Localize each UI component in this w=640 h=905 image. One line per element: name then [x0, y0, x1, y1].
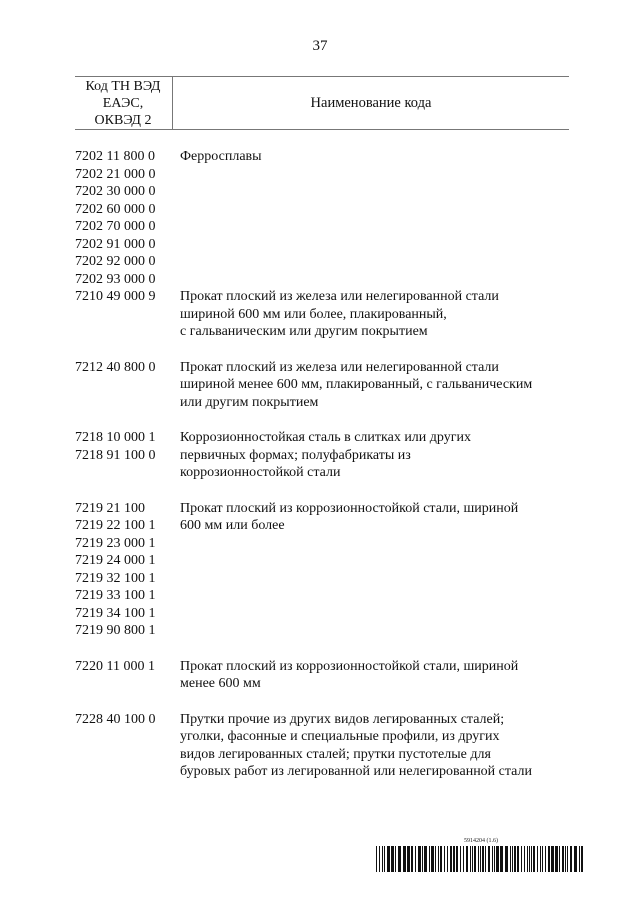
- barcode-bar: [488, 846, 490, 872]
- barcode-bar: [407, 846, 410, 872]
- barcode-bar: [581, 846, 583, 872]
- code-value: 7219 33 100 1: [75, 588, 156, 603]
- barcode-bar: [387, 846, 390, 872]
- barcode-bar: [548, 846, 550, 872]
- barcode-bar: [551, 846, 554, 872]
- barcode-bar: [463, 846, 464, 872]
- description-cell: [180, 429, 575, 482]
- barcode-bar: [440, 846, 442, 872]
- barcode-bar: [567, 846, 568, 872]
- barcode-image: [376, 846, 584, 872]
- barcode-bar: [512, 846, 513, 872]
- barcode-bar: [422, 846, 423, 872]
- barcode-bar: [514, 846, 516, 872]
- description-line: Прокат плоский из железа или нелегированной стали: [180, 359, 499, 375]
- barcode-bar: [474, 846, 476, 872]
- code-value: 7202 11 800 0: [75, 149, 155, 164]
- barcode-bar: [391, 846, 394, 872]
- barcode-bar: [398, 846, 401, 872]
- page-number: 37: [312, 38, 328, 54]
- barcode-bar: [565, 846, 566, 872]
- description-line: шириной менее 600 мм, плакированный, с гальваническим: [180, 377, 533, 392]
- barcode-bar: [537, 846, 538, 872]
- table-row: [75, 658, 575, 693]
- code-value: 7220 11 000 1: [75, 658, 155, 674]
- description-line: уголки, фасонные и специальные профили, из других: [180, 729, 500, 744]
- barcode-bar: [472, 846, 473, 872]
- barcode-bar: [562, 846, 564, 872]
- table-row: [75, 359, 575, 412]
- code-value: 7219 32 100 1: [75, 570, 156, 586]
- name-column-header: Наименование кода: [310, 94, 432, 111]
- code-table-body: [75, 148, 575, 799]
- barcode-bar: [438, 846, 439, 872]
- barcode-bar: [570, 846, 572, 872]
- code-column-header-line: Код ТН ВЭД: [85, 79, 161, 94]
- table-row: [75, 148, 575, 288]
- description-line: Коррозионностойкая сталь в слитках или других: [180, 430, 471, 445]
- barcode-bar: [531, 846, 532, 872]
- code-value: 7228 40 100 0: [75, 711, 156, 727]
- description-line: коррозионностойкой стали: [180, 465, 341, 480]
- code-cell: [75, 429, 180, 482]
- description-cell: [180, 711, 575, 781]
- barcode-bar: [456, 846, 458, 872]
- barcode-bar: [470, 846, 471, 872]
- code-value: 7202 30 000 0: [75, 184, 156, 199]
- description-line: Прокат плоский из коррозионностойкой стали, шириной: [180, 658, 519, 674]
- barcode-bar: [494, 846, 495, 872]
- barcode-bar: [403, 846, 406, 872]
- barcode-caption: 5914204 (1.6): [464, 838, 498, 844]
- description-line: менее 600 мм: [180, 676, 261, 691]
- barcode-bar: [540, 846, 541, 872]
- description-cell: [180, 148, 575, 288]
- description-line: Прутки прочие из других видов легированных сталей;: [180, 711, 505, 727]
- barcode-bar: [485, 846, 486, 872]
- barcode-bar: [555, 846, 558, 872]
- table-top-rule: [75, 76, 569, 77]
- code-cell: [75, 500, 180, 640]
- code-value: 7202 70 000 0: [75, 219, 156, 234]
- barcode-bar: [521, 846, 522, 872]
- barcode-bar: [418, 846, 421, 872]
- barcode-bar: [411, 846, 413, 872]
- code-value: 7219 90 800 1: [75, 623, 156, 638]
- barcode-bar: [482, 846, 484, 872]
- barcode-bar: [382, 846, 383, 872]
- code-value: 7219 23 000 1: [75, 535, 156, 551]
- code-value: 7219 22 100 1: [75, 518, 156, 533]
- table-row: [75, 288, 575, 341]
- barcode-bar: [574, 846, 577, 872]
- barcode-bar: [478, 846, 479, 872]
- barcode-bar: [480, 846, 481, 872]
- barcode-bar: [517, 846, 519, 872]
- barcode-bar: [496, 846, 499, 872]
- barcode-bar: [529, 846, 530, 872]
- description-line: шириной 600 мм или более, плакированный,: [180, 306, 447, 322]
- code-column-header-line: ЕАЭС,: [102, 96, 144, 111]
- barcode-bar: [545, 846, 546, 872]
- barcode-bar: [376, 846, 377, 872]
- code-value: 7202 60 000 0: [75, 201, 156, 217]
- barcode-bar: [460, 846, 461, 872]
- code-value: 7202 93 000 0: [75, 271, 156, 287]
- code-cell: [75, 148, 180, 288]
- barcode-bar: [524, 846, 525, 872]
- barcode-bar: [527, 846, 528, 872]
- barcode-bar: [500, 846, 503, 872]
- table-row: [75, 429, 575, 482]
- code-value: 7218 10 000 1: [75, 430, 156, 445]
- code-column-header-line: ОКВЭД 2: [94, 113, 152, 128]
- description-cell: [180, 500, 575, 640]
- barcode-bar: [505, 846, 508, 872]
- barcode-bar: [559, 846, 560, 872]
- description-line: или другим покрытием: [180, 394, 319, 410]
- code-value: 7202 91 000 0: [75, 236, 156, 252]
- barcode-bar: [379, 846, 380, 872]
- description-line: Ферросплавы: [180, 149, 262, 164]
- barcode-bar: [447, 846, 448, 872]
- code-value: 7210 49 000 9: [75, 289, 156, 304]
- description-cell: [180, 658, 575, 693]
- table-row: [75, 711, 575, 781]
- barcode-bar: [450, 846, 452, 872]
- description-line: буровых работ из легированной или нелегированной стали: [180, 764, 532, 779]
- barcode-bar: [466, 846, 468, 872]
- code-cell: [75, 658, 180, 693]
- description-line: с гальваническим или другим покрытием: [180, 324, 428, 339]
- code-cell: [75, 288, 180, 341]
- code-cell: [75, 359, 180, 412]
- table-header-bottom-rule: [75, 129, 569, 130]
- barcode-bar: [453, 846, 455, 872]
- barcode-bar: [492, 846, 493, 872]
- table-row: [75, 500, 575, 640]
- description-cell: [180, 288, 575, 341]
- code-value: 7218 91 100 0: [75, 447, 156, 463]
- code-value: 7219 24 000 1: [75, 553, 156, 568]
- description-line: первичных формах; полуфабрикаты из: [180, 447, 411, 463]
- barcode-bar: [444, 846, 445, 872]
- barcode-bar: [384, 846, 385, 872]
- description-line: видов легированных сталей; прутки пустотелые для: [180, 746, 491, 762]
- code-value: 7219 21 100: [75, 500, 145, 516]
- description-cell: [180, 359, 575, 412]
- barcode-bar: [429, 846, 430, 872]
- description-line: Прокат плоский из коррозионностойкой стали, шириной: [180, 500, 519, 516]
- description-line: 600 мм или более: [180, 518, 285, 533]
- code-column-header: [75, 78, 171, 129]
- barcode-bar: [424, 846, 427, 872]
- code-cell: [75, 711, 180, 781]
- barcode-bar: [431, 846, 434, 872]
- barcode-block: [376, 838, 586, 872]
- barcode-bar: [435, 846, 436, 872]
- barcode-bar: [542, 846, 543, 872]
- code-value: 7202 92 000 0: [75, 254, 156, 269]
- description-line: Прокат плоский из железа или нелегированной стали: [180, 289, 499, 304]
- barcode-bar: [395, 846, 396, 872]
- code-value: 7202 21 000 0: [75, 166, 156, 182]
- barcode-bar: [510, 846, 511, 872]
- barcode-bar: [579, 846, 580, 872]
- barcode-bar: [415, 846, 416, 872]
- code-value: 7212 40 800 0: [75, 359, 156, 375]
- code-value: 7219 34 100 1: [75, 605, 156, 621]
- barcode-bar: [533, 846, 535, 872]
